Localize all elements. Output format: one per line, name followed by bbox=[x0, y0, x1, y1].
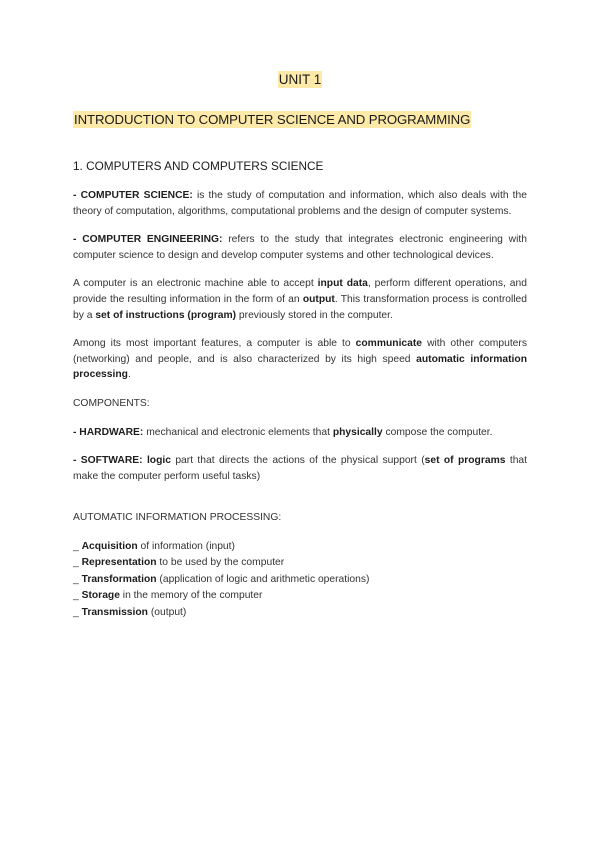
list-rest: in the memory of the computer bbox=[119, 590, 263, 602]
list-rest: (output) bbox=[147, 606, 187, 618]
list-prefix: _ bbox=[73, 606, 82, 618]
term-computer-engineering: - COMPUTER ENGINEERING: bbox=[73, 234, 223, 246]
term-computer-science: - COMPUTER SCIENCE: bbox=[73, 190, 193, 201]
list-item bbox=[73, 539, 527, 556]
aip-heading: AUTOMATIC INFORMATION PROCESSING: bbox=[73, 512, 282, 524]
text-segment: mechanical and electronic elements that bbox=[143, 426, 333, 438]
list-term: Storage bbox=[81, 590, 120, 602]
list-term: Transformation bbox=[81, 573, 157, 585]
term-communicate: communicate bbox=[355, 338, 423, 350]
text-segment: compose the computer. bbox=[382, 426, 493, 438]
list-rest: (application of logic and arithmetic operations) bbox=[156, 573, 370, 585]
list-rest: of information (input) bbox=[137, 540, 235, 552]
paragraph-computer-engineering bbox=[73, 232, 527, 263]
unit-title: UNIT 1 bbox=[278, 72, 322, 87]
unit-title-wrap bbox=[0, 71, 600, 89]
text-segment: previously stored in the computer. bbox=[236, 309, 393, 321]
text-segment: Among its most important features, a computer is able to bbox=[73, 338, 356, 350]
main-title: INTRODUCTION TO COMPUTER SCIENCE AND PROGRAMMING bbox=[74, 112, 471, 127]
text-segment: part that directs the actions of the physical support ( bbox=[170, 455, 425, 467]
term-software: - SOFTWARE: bbox=[73, 455, 143, 467]
aip-list bbox=[73, 539, 527, 622]
term-input-data: input data bbox=[317, 278, 368, 290]
definition-computer-science: is the study of computation and information, which also deals with the theory of computation, algorithms, computational problems and the design of computer systems. bbox=[73, 190, 527, 217]
list-item bbox=[73, 572, 527, 589]
text-segment: with other computers (networking) and people, and is also characterized by its high speed bbox=[73, 338, 527, 365]
text-segment: A computer is an electronic machine able to accept bbox=[73, 278, 318, 290]
paragraph-software bbox=[73, 453, 527, 484]
list-term: Transmission bbox=[81, 606, 148, 618]
paragraph-features bbox=[73, 336, 527, 383]
list-prefix: _ bbox=[73, 590, 82, 602]
term-automatic-processing: automatic information processing bbox=[73, 353, 527, 381]
text-segment: . This transformation process is controlled by a bbox=[73, 293, 527, 321]
document-body bbox=[73, 158, 527, 621]
list-rest: to be used by the computer bbox=[156, 557, 285, 569]
list-term: Acquisition bbox=[81, 540, 138, 552]
spacer bbox=[73, 497, 527, 510]
term-logic: logic bbox=[142, 455, 171, 467]
paragraph-hardware bbox=[73, 425, 527, 441]
definition-computer-engineering: refers to the study that integrates electronic engineering with computer science to design and develop computer systems and other technological devices. bbox=[73, 234, 527, 261]
text-segment: . bbox=[127, 369, 131, 381]
term-set-of-instructions: set of instructions (program) bbox=[95, 309, 237, 321]
section-heading-computers: 1. COMPUTERS AND COMPUTERS SCIENCE bbox=[73, 159, 324, 173]
list-prefix: _ bbox=[73, 573, 82, 585]
term-physically: physically bbox=[332, 426, 383, 438]
list-term: Representation bbox=[81, 557, 157, 569]
term-hardware: - HARDWARE: bbox=[73, 426, 144, 438]
text-segment: , perform different operations, and provide the resulting information in the form of an bbox=[73, 278, 527, 305]
list-item bbox=[73, 588, 527, 605]
list-item bbox=[73, 555, 527, 572]
paragraph-computer-science bbox=[73, 188, 527, 219]
list-item bbox=[73, 605, 527, 622]
text-segment: that make the computer perform useful tasks) bbox=[73, 455, 528, 482]
list-prefix: _ bbox=[73, 557, 82, 569]
main-title-wrap bbox=[73, 111, 533, 129]
paragraph-computer-definition bbox=[73, 276, 527, 323]
term-set-of-programs: set of programs bbox=[424, 455, 506, 467]
list-prefix: _ bbox=[73, 540, 82, 552]
term-output: output bbox=[302, 293, 335, 305]
components-heading: COMPONENTS: bbox=[73, 397, 150, 409]
